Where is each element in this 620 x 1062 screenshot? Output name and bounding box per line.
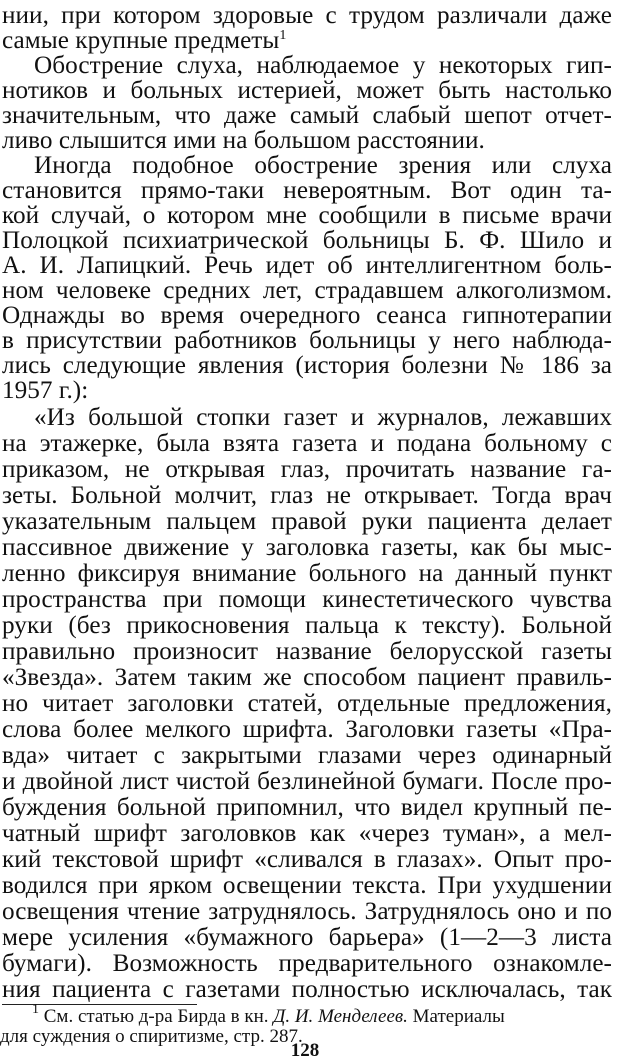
text-line: указательным пальцем правой руки пациента делает xyxy=(2,508,612,535)
footnote-line-2: для суждения о спиритизме, стр. 287. xyxy=(0,1026,303,1047)
text-line: руки (без прикосновения пальца к тексту). Больной xyxy=(2,612,612,639)
text-line: на этажерке, была взята газета и подана больному с xyxy=(2,430,612,457)
text-line: и двойной лист чистой безлинейной бумаги. После про- xyxy=(2,768,612,795)
text-line: в присутствии работников больницы у него наблюда- xyxy=(2,327,612,354)
text-line: лись следующие явления (история болезни № 186 за xyxy=(2,352,612,379)
text-line: нотиков и больных истерией, может быть настолько xyxy=(2,77,612,104)
text-line: Обострение слуха, наблюдаемое у некоторых гип- xyxy=(34,52,612,79)
footnote-text: См. статью д-ра Бирда в кн. xyxy=(43,1006,269,1027)
text-line: но читает заголовки статей, отдельные предложения, xyxy=(2,690,612,717)
text-line: бумаги). Возможность предварительного ознакомле- xyxy=(2,950,612,977)
text-line: 1957 г.): xyxy=(2,377,89,404)
footnote-line-1 xyxy=(32,1002,610,1028)
text-line: пространства при помощи кинестетического чувства xyxy=(2,586,612,613)
text-line: ном человеке средних лет, страдавшем алкоголизмом. xyxy=(2,277,612,304)
footnote-text: Материалы xyxy=(412,1006,505,1027)
text-line: буждения больной припомнил, что видел крупный пе- xyxy=(2,794,612,821)
footnote-author: Д. И. Менделеев. xyxy=(273,1006,408,1027)
text-line xyxy=(2,27,612,55)
text-line: водился при ярком освещении текста. При ухудшении xyxy=(2,872,612,899)
text-line: зеты. Больной молчит, глаз не открывает. Тогда врач xyxy=(2,482,612,509)
text-line: приказом, не открывая глаз, прочитать название га- xyxy=(2,456,612,483)
text-line: освещения чтение затруднялось. Затруднялось оно и по xyxy=(2,898,612,925)
text-line: кий текстовой шрифт «сливался в глазах». Опыт про- xyxy=(2,846,612,873)
footnote-number: 1 xyxy=(32,1002,39,1017)
book-page xyxy=(2,0,612,1061)
text-line: пассивное движение у заголовка газеты, как бы мыс- xyxy=(2,534,612,561)
text-line: вда» читает с закрытыми глазами через одинарный xyxy=(2,742,612,769)
text-line: ленно фиксируя внимание больного на данный пункт xyxy=(2,560,612,587)
text-line: чатный шрифт заголовков как «через туман», а мел- xyxy=(2,820,612,847)
text-line: кой случай, о котором мне сообщили в письме врачи xyxy=(2,202,612,229)
page-number: 128 xyxy=(290,1040,320,1061)
text-line: А. И. Лапицкий. Речь идет об интеллигентном боль- xyxy=(2,252,612,279)
footnote-marker: 1 xyxy=(279,28,287,43)
text-line: правильно произносит название белорусской газеты xyxy=(2,638,612,665)
text-line-content: самые крупные предметы xyxy=(2,27,280,54)
text-line: Однажды во время очередного сеанса гипнотерапии xyxy=(2,302,612,329)
text-line: мере усиления «бумажного барьера» (1—2—3 листа xyxy=(2,924,612,951)
text-line: Иногда подобное обострение зрения или слуха xyxy=(34,152,612,179)
text-line: Полоцкой психиатрической больницы Б. Ф. Шило и xyxy=(2,227,612,254)
text-line: становится прямо-таки невероятным. Вот один та- xyxy=(2,177,612,204)
text-line: значительным, что даже самый слабый шепот отчет- xyxy=(2,102,612,129)
text-line: «Из большой стопки газет и журналов, лежавших xyxy=(34,404,612,431)
text-line: ливо слышится ими на большом расстоянии. xyxy=(2,127,485,154)
text-line: «Звезда». Затем таким же способом пациент правиль- xyxy=(2,664,612,691)
text-line: слова более мелкого шрифта. Заголовки газеты «Пра- xyxy=(2,716,612,743)
text-line: ния пациента с газетами полностью исключалась, так xyxy=(2,976,612,1003)
text-line: нии, при котором здоровые с трудом различали даже xyxy=(2,2,612,29)
